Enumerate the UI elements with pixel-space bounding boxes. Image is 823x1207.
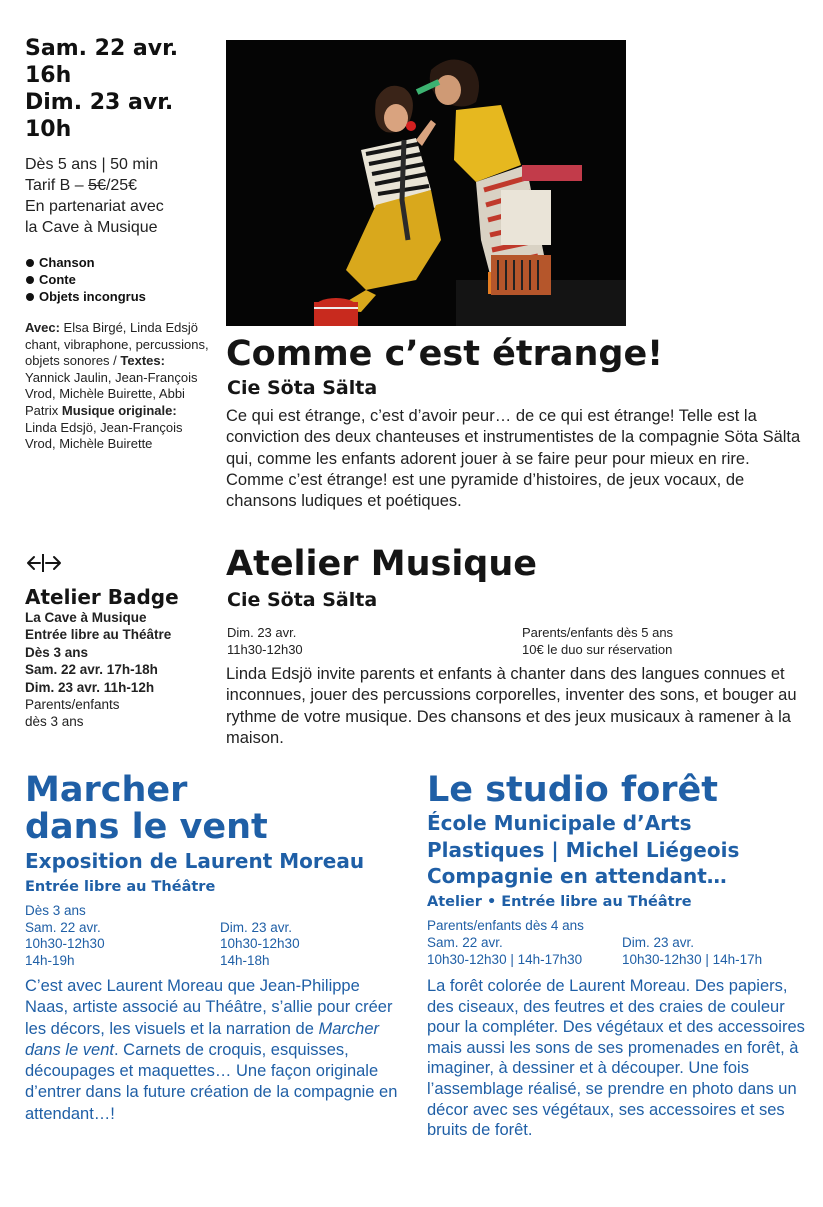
show-photo [226, 40, 626, 326]
show-description: Ce qui est étrange, c’est d’avoir peur… de ce qui est étrange! Telle est la conviction des deux chanteuses et instrumentistes de la compagnie Söta Sälta qui, comme les enfants adorent jouer à se faire peur pour mieux en rire. Comme c’est étrange! est une pyramide d’histoires, de jeux vocaux, de chansons ludiques et poétiques. [226, 407, 801, 511]
tarif-strike: 5€ [88, 177, 106, 194]
studio-sun-times: 10h30-12h30 | 14h-17h [622, 951, 763, 967]
badge-entry: Entrée libre au Théâtre [25, 627, 172, 643]
badge-sat: Sam. 22 avr. 17h-18h [25, 662, 158, 678]
marcher-sat-time-1: 10h30-12h30 [25, 936, 105, 951]
studio-audience: Parents/enfants dès 4 ans [427, 918, 584, 933]
studio-sat-date: Sam. 22 avr. [427, 935, 503, 950]
show-title: Comme c’est étrange! [226, 334, 664, 374]
atelier-musique-company: Cie Söta Sälta [227, 589, 378, 611]
age-duration: Dès 5 ans | 50 min [25, 156, 159, 173]
credits-textes-label: Textes: [120, 353, 165, 369]
badge-age: Dès 3 ans [25, 644, 89, 660]
marcher-description: C’est avec Laurent Moreau que Jean-Philippe Naas, artiste associé au Théâtre, s’allie pour créer les décors, les visuels et la narration de Marcher dans le vent. Carnets de croquis, esquisses, découpages et maquettes… Une façon originale d’entrer dans la future création de la compagnie en attendant…! [25, 977, 398, 1123]
atelier-musique-schedule [227, 625, 303, 658]
atelier-musique-title: Atelier Musique [226, 544, 538, 584]
studio-description: La forêt colorée de Laurent Moreau. Des papiers, des ciseaux, des feutres et des craies de couleur pour la compléter. Des végétaux et des accessoires mais aussi les sons de ses promenades en forêt, à imaginer, à dessiner et à découper. Une fois l’assemblage réalisé, se prendre en photo dans un décor avec ses végétaux, ses accessoires et ses bruits de forêt. [427, 977, 805, 1140]
schedule-sat-time: 16h [25, 63, 72, 88]
badge-place: La Cave à Musique [25, 610, 147, 625]
studio-sat-times: 10h30-12h30 | 14h-17h30 [427, 951, 583, 967]
credits-musique: Linda Edsjö, Jean-François Vrod, Michèle Buirette [25, 419, 183, 452]
schedule-sun-date: Dim. 23 avr. [25, 90, 174, 115]
studio-sun-schedule [622, 935, 762, 968]
partner-line-2: la Cave à Musique [25, 219, 158, 236]
studio-sun-date: Dim. 23 avr. [622, 935, 695, 950]
badge-audience-2: dès 3 ans [25, 714, 84, 730]
marcher-sat-time-2: 14h-19h [25, 952, 75, 968]
show-info [25, 154, 215, 238]
marcher-sun-time-2: 14h-18h [220, 952, 270, 968]
studio-title: Le studio forêt [427, 770, 718, 810]
studio-subtitle: École Municipale d’Arts Plastiques | Michel Liégeois Compagnie en attendant… [427, 811, 740, 888]
performers-illustration [226, 40, 626, 326]
show-credits [25, 320, 210, 453]
studio-access: Atelier • Entrée libre au Théâtre [427, 894, 692, 910]
am-time: 11h30-12h30 [227, 641, 303, 657]
marcher-title: Marcher dans le vent [25, 770, 268, 847]
marcher-sat-schedule [25, 903, 105, 969]
marcher-sun-time-1: 10h30-12h30 [220, 936, 300, 951]
marcher-subtitle: Exposition de Laurent Moreau [25, 849, 365, 873]
marcher-title-italic: Marcher dans le vent [25, 1019, 379, 1059]
left-right-arrows-icon [24, 552, 64, 574]
schedule-sat-date: Sam. 22 avr. [25, 36, 179, 61]
marcher-access: Entrée libre au Théâtre [25, 879, 216, 895]
show-company: Cie Söta Sälta [227, 377, 378, 399]
tarif: Tarif B – 5€/25€ [25, 177, 138, 194]
show-schedule [25, 35, 215, 143]
atelier-musique-description: Linda Edsjö invite parents et enfants à chanter dans des langues connues et inconnues, jouer des percussions corporelles, inventer des sons, et bouger au rythme de votre musique. Des chansons et des jeux musicaux à ramener à la maison. [226, 665, 797, 747]
am-date: Dim. 23 avr. [227, 625, 297, 640]
atelier-musique-audience [522, 625, 673, 658]
am-audience: Parents/enfants dès 5 ans [522, 625, 674, 640]
credits-musique-label: Musique originale: [61, 402, 177, 418]
schedule-sun-time: 10h [25, 117, 72, 142]
badge-sun: Dim. 23 avr. 11h-12h [25, 679, 155, 695]
studio-sat-schedule [427, 935, 582, 968]
marcher-sat-date: Sam. 22 avr. [25, 919, 101, 935]
credits-textes: Yannick Jaulin, Jean-François Vrod, Michèle Buirette, Abbi Patrix [25, 369, 198, 418]
credits-avec-label: Avec: [25, 320, 60, 335]
am-price: 10€ le duo sur réservation [522, 641, 673, 657]
tag-chanson: Chanson [25, 254, 215, 271]
marcher-sun-schedule [220, 920, 300, 970]
tag-conte: Conte [25, 271, 215, 288]
marcher-sun-date: Dim. 23 avr. [220, 919, 293, 935]
partner-line-1: En partenariat avec [25, 198, 164, 215]
genre-tags [25, 254, 215, 305]
atelier-badge-details [25, 609, 220, 731]
tag-objets: Objets incongrus [25, 288, 215, 305]
atelier-badge-title: Atelier Badge [25, 585, 179, 609]
credits-avec: Elsa Birgé, Linda Edsjö chant, vibraphone, percussions, objets sonores / [25, 320, 209, 369]
badge-audience-1: Parents/enfants [25, 697, 120, 713]
marcher-age: Dès 3 ans [25, 903, 86, 918]
